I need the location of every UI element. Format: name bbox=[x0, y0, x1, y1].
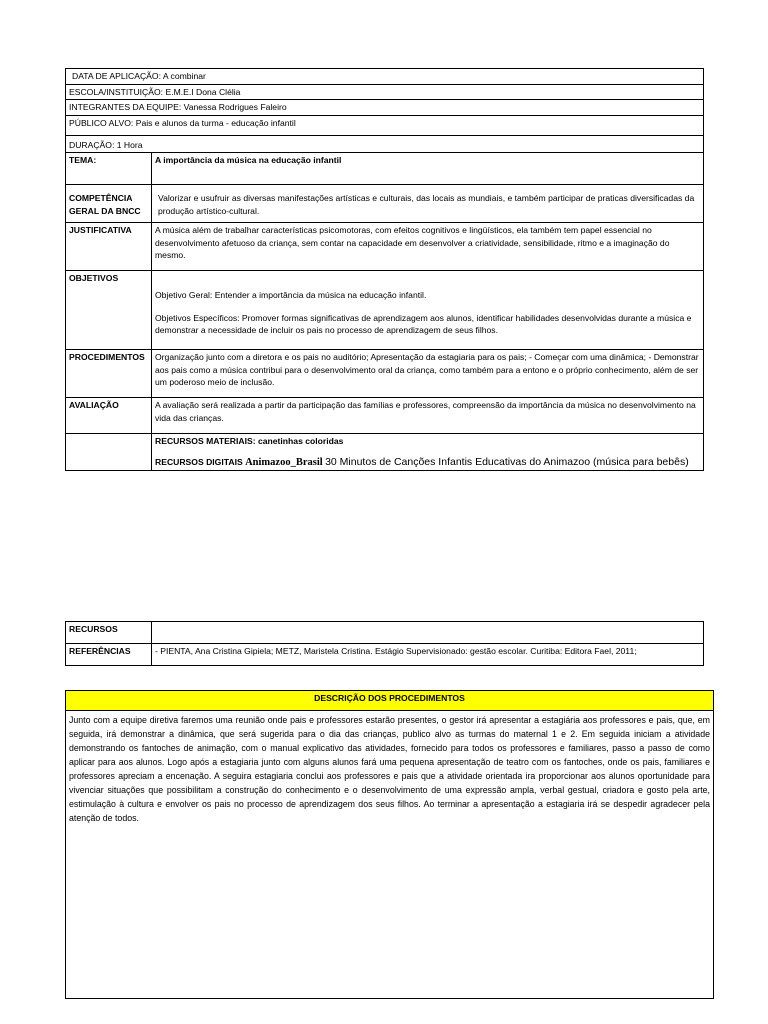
referencias-value: - PIENTA, Ana Cristina Gipiela; METZ, Maristela Cristina. Estágio Supervisionado: gestão escolar. Curitiba: Editora Fael, 2011; bbox=[152, 644, 704, 666]
integrantes: INTEGRANTES DA EQUIPE: Vanessa Rodrigues Faleiro bbox=[66, 100, 704, 116]
descricao-header: DESCRIÇÃO DOS PROCEDIMENTOS bbox=[66, 691, 714, 711]
references-table bbox=[65, 621, 704, 666]
objetivos-cell bbox=[152, 271, 704, 350]
recursos-value bbox=[152, 622, 704, 644]
objetivos-especificos: Objetivos Específicos: Promover formas significativas de aprendizagem aos alunos, identificar habilidades desenvolvidas durante a música e demonstrar a necessidade de incluir os pais no processo de aprendizagem de seus filhos. bbox=[155, 312, 692, 335]
avaliacao-label: AVALIAÇÃO bbox=[66, 398, 152, 434]
recursos-digitais-title: 30 Minutos de Canções Infantis Educativas do Animazoo (música para bebês) bbox=[325, 455, 689, 468]
duracao: DURAÇÃO: 1 Hora bbox=[66, 135, 704, 153]
procedimentos-value: Organização junto com a diretora e os pais no auditório; Apresentação da estagiaria para os pais; - Começar com uma dinâmica; - Demonstrar aos pais como a música contribui para o desenvolvimento oral da criança, como também para a entono e o próprio conhecimento, além de ser um poderoso meio de inclusão. bbox=[152, 350, 704, 398]
competencia-label: COMPETÊNCIA GERAL DA BNCC bbox=[66, 185, 152, 223]
recursos-label: RECURSOS bbox=[66, 622, 152, 644]
descricao-text: Junto com a equipe diretiva faremos uma reunião onde pais e professores estarão presentes, o gestor irá apresentar a estagiária aos professores e pais, que, em seguida, irá demonstrar a dinâmica, que será sugerida para o dia das crianças, publico alvo as turmas do maternal 1 e 2. Em seguida iniciam a atividade demonstrando os fantoches de animação, com o manual explicativo das atividades, fornecido para todos os professores e familiares, passo a passo de como aplicar para aos alunos. Logo após a estagiaria junto com alguns alunos fará uma pequena apresentação de teatro com os fantoches, onde os pais, familiares e professores apreciam a encenação. A seguira estagiaria conclui aos professores e pais que a atividade orientada ira proporcionar aos alunos oportunidade para vivenciar situações que possibilitam a construção do conhecimento e o desenvolvimento de uma expressão ampla, verbal gestual, criadora e gosto pela arte, estimulação à cultura e envolver os pais no processo de aprendizagem dos seus filhos. Ao terminar a apresentação a estagiaria irá se despedir agradecer pela atenção de todos. bbox=[66, 711, 714, 999]
justificativa-value: A música além de trabalhar características psicomotoras, com efeitos cognitivos e lingüísticos, ela também tem papel essencial no desenvolvimento afetuoso da criança, sem contar na capacidade em desenvolver a criatividade, sensibilidade, ritmo e a imaginação do mesmo. bbox=[152, 223, 704, 271]
competencia-value: Valorizar e usufruir as diversas manifestações artísticas e culturais, das locais as mundiais, e também participar de praticas diversificadas da produção artístico-cultural. bbox=[152, 185, 704, 223]
recursos-digitais bbox=[155, 456, 700, 470]
avaliacao-value: A avaliação será realizada a partir da participação das famílias e professores, compreensão da importância da música no desenvolvimento na vida das crianças. bbox=[152, 398, 704, 434]
descricao-table bbox=[65, 690, 714, 999]
procedimentos-label: PROCEDIMENTOS bbox=[66, 350, 152, 398]
recursos-empty-cell bbox=[66, 434, 152, 471]
tema-label: TEMA: bbox=[66, 153, 152, 185]
tema-value: A importância da música na educação infantil bbox=[152, 153, 704, 185]
referencias-label: REFERÊNCIAS bbox=[66, 644, 152, 666]
lesson-plan-table bbox=[65, 68, 704, 471]
recursos-cell bbox=[152, 434, 704, 471]
recursos-digitais-label: RECURSOS DIGITAIS bbox=[155, 456, 243, 467]
publico-alvo: PÚBLICO ALVO: Pais e alunos da turma - educação infantil bbox=[66, 115, 704, 135]
objetivo-geral: Objetivo Geral: Entender a importância da música na educação infantil. bbox=[155, 290, 427, 300]
justificativa-label: JUSTIFICATIVA bbox=[66, 223, 152, 271]
recursos-digitais-channel: Animazoo_Brasil bbox=[245, 456, 323, 468]
recursos-materiais: RECURSOS MATERIAIS: canetinhas coloridas bbox=[155, 436, 344, 446]
objetivos-label: OBJETIVOS bbox=[66, 271, 152, 350]
data-aplicacao: DATA DE APLICAÇÃO: A combinar bbox=[66, 69, 704, 85]
escola: ESCOLA/INSTITUIÇÃO: E.M.E.I Dona Clélia bbox=[66, 84, 704, 100]
